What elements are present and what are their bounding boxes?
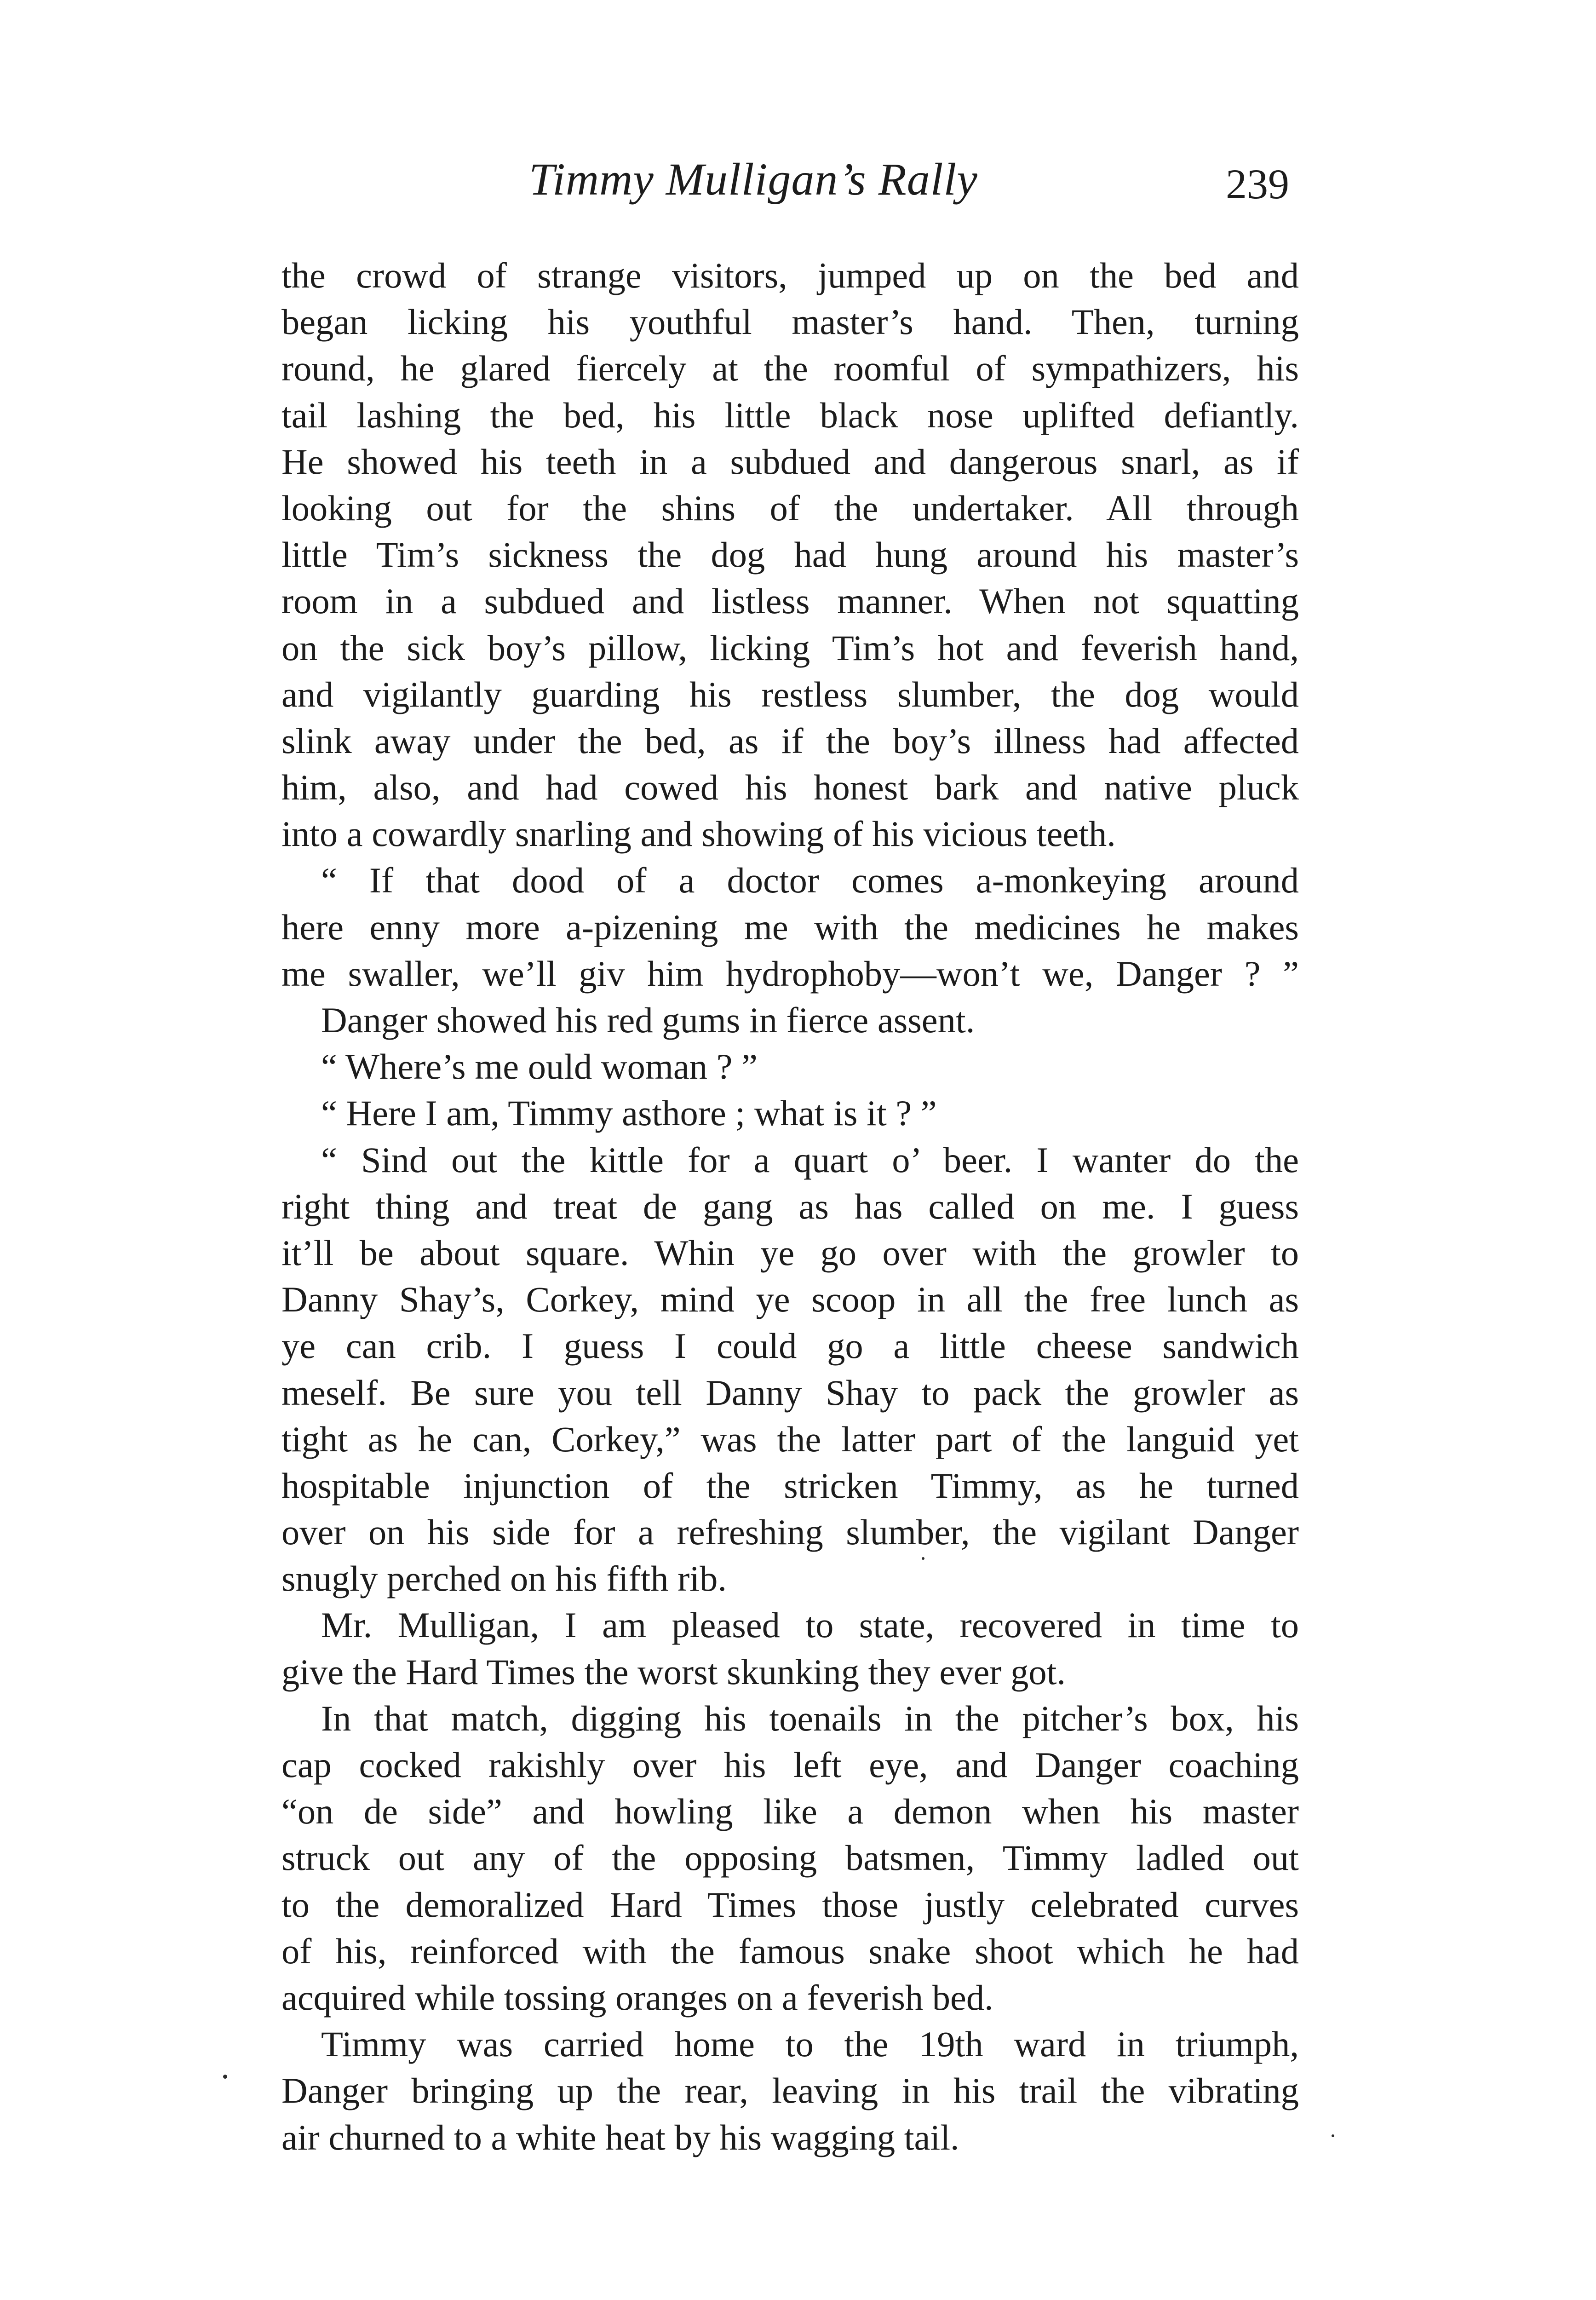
text-line: “ Here I am, Timmy asthore ; what is it ? ” [321,1093,937,1133]
text-line: give the Hard Times the worst skunking they ever got. [281,1651,1066,1692]
text-line: Danny Shay’s, Corkey, mind ye scoop in all the free lunch as [281,1279,1299,1320]
text-line: round, he glared fiercely at the roomful of sympathizers, his [281,348,1299,389]
text-line: Danger bringing up the rear, leaving in his trail the vibrating [281,2070,1299,2111]
body-text [281,252,1299,2161]
print-speck [223,2075,227,2079]
running-title: Timmy Mulligan’s Rally [529,154,978,205]
text-line: me swaller, we’ll giv him hydrophoby—won’t we, Danger ? ” [281,953,1299,994]
text-line: the crowd of strange visitors, jumped up on the bed and [281,255,1299,295]
text-line: slink away under the bed, as if the boy’s illness had affected [281,720,1299,761]
text-line: meself. Be sure you tell Danny Shay to pack the growler as [281,1372,1299,1413]
text-line: Danger showed his red gums in fierce assent. [321,1000,975,1040]
text-line: In that match, digging his toenails in the pitcher’s box, his [321,1698,1299,1738]
text-line: air churned to a white heat by his wagging tail. [281,2117,959,2157]
text-line: struck out any of the opposing batsmen, Timmy ladled out [281,1838,1299,1878]
text-line: to the demoralized Hard Times those justly celebrated curves [281,1884,1299,1925]
text-line: him, also, and had cowed his honest bark and native pluck [281,767,1299,808]
text-line: snugly perched on his fifth rib. [281,1558,727,1599]
text-line: cap cocked rakishly over his left eye, and Danger coaching [281,1745,1299,1785]
page-number: 239 [1226,161,1289,207]
text-line: “ Sind out the kittle for a quart o’ beer. I wanter do the [321,1139,1299,1180]
text-line: looking out for the shins of the undertaker. All through [281,488,1299,528]
text-line: on the sick boy’s pillow, licking Tim’s hot and feverish hand, [281,627,1299,668]
text-line: Mr. Mulligan, I am pleased to state, recovered in time to [321,1605,1299,1645]
text-line: tight as he can, Corkey,” was the latter part of the languid yet [281,1419,1299,1459]
text-line: into a cowardly snarling and showing of his vicious teeth. [281,814,1116,854]
text-line: ye can crib. I guess I could go a little cheese sandwich [281,1326,1299,1366]
text-line: began licking his youthful master’s hand. Then, turning [281,302,1299,342]
text-line: little Tim’s sickness the dog had hung around his master’s [281,535,1299,575]
print-speck [1332,2134,1334,2137]
text-line: over on his side for a refreshing slumber, the vigilant Danger [281,1512,1299,1552]
text-line: tail lashing the bed, his little black nose uplifted defiantly. [281,395,1299,435]
print-speck [922,1557,924,1560]
text-line: “on de side” and howling like a demon when his master [281,1791,1299,1832]
text-line: room in a subdued and listless manner. When not squatting [281,581,1299,621]
text-line: right thing and treat de gang as has called on me. I guess [281,1186,1299,1226]
text-line: Timmy was carried home to the 19th ward in triumph, [321,2024,1299,2064]
text-line: here enny more a-pizening me with the medicines he makes [281,907,1299,947]
text-line: hospitable injunction of the stricken Timmy, as he turned [281,1465,1299,1506]
text-line: of his, reinforced with the famous snake shoot which he had [281,1931,1299,1971]
text-line: it’ll be about square. Whin ye go over with the growler to [281,1232,1299,1273]
running-header [0,147,1596,212]
text-line: “ If that dood of a doctor comes a-monkeying around [321,860,1299,901]
text-line: and vigilantly guarding his restless slumber, the dog would [281,674,1299,714]
text-line: He showed his teeth in a subdued and dangerous snarl, as if [281,441,1299,482]
text-line: “ Where’s me ould woman ? ” [321,1046,758,1087]
text-line: acquired while tossing oranges on a feverish bed. [281,1977,993,2018]
